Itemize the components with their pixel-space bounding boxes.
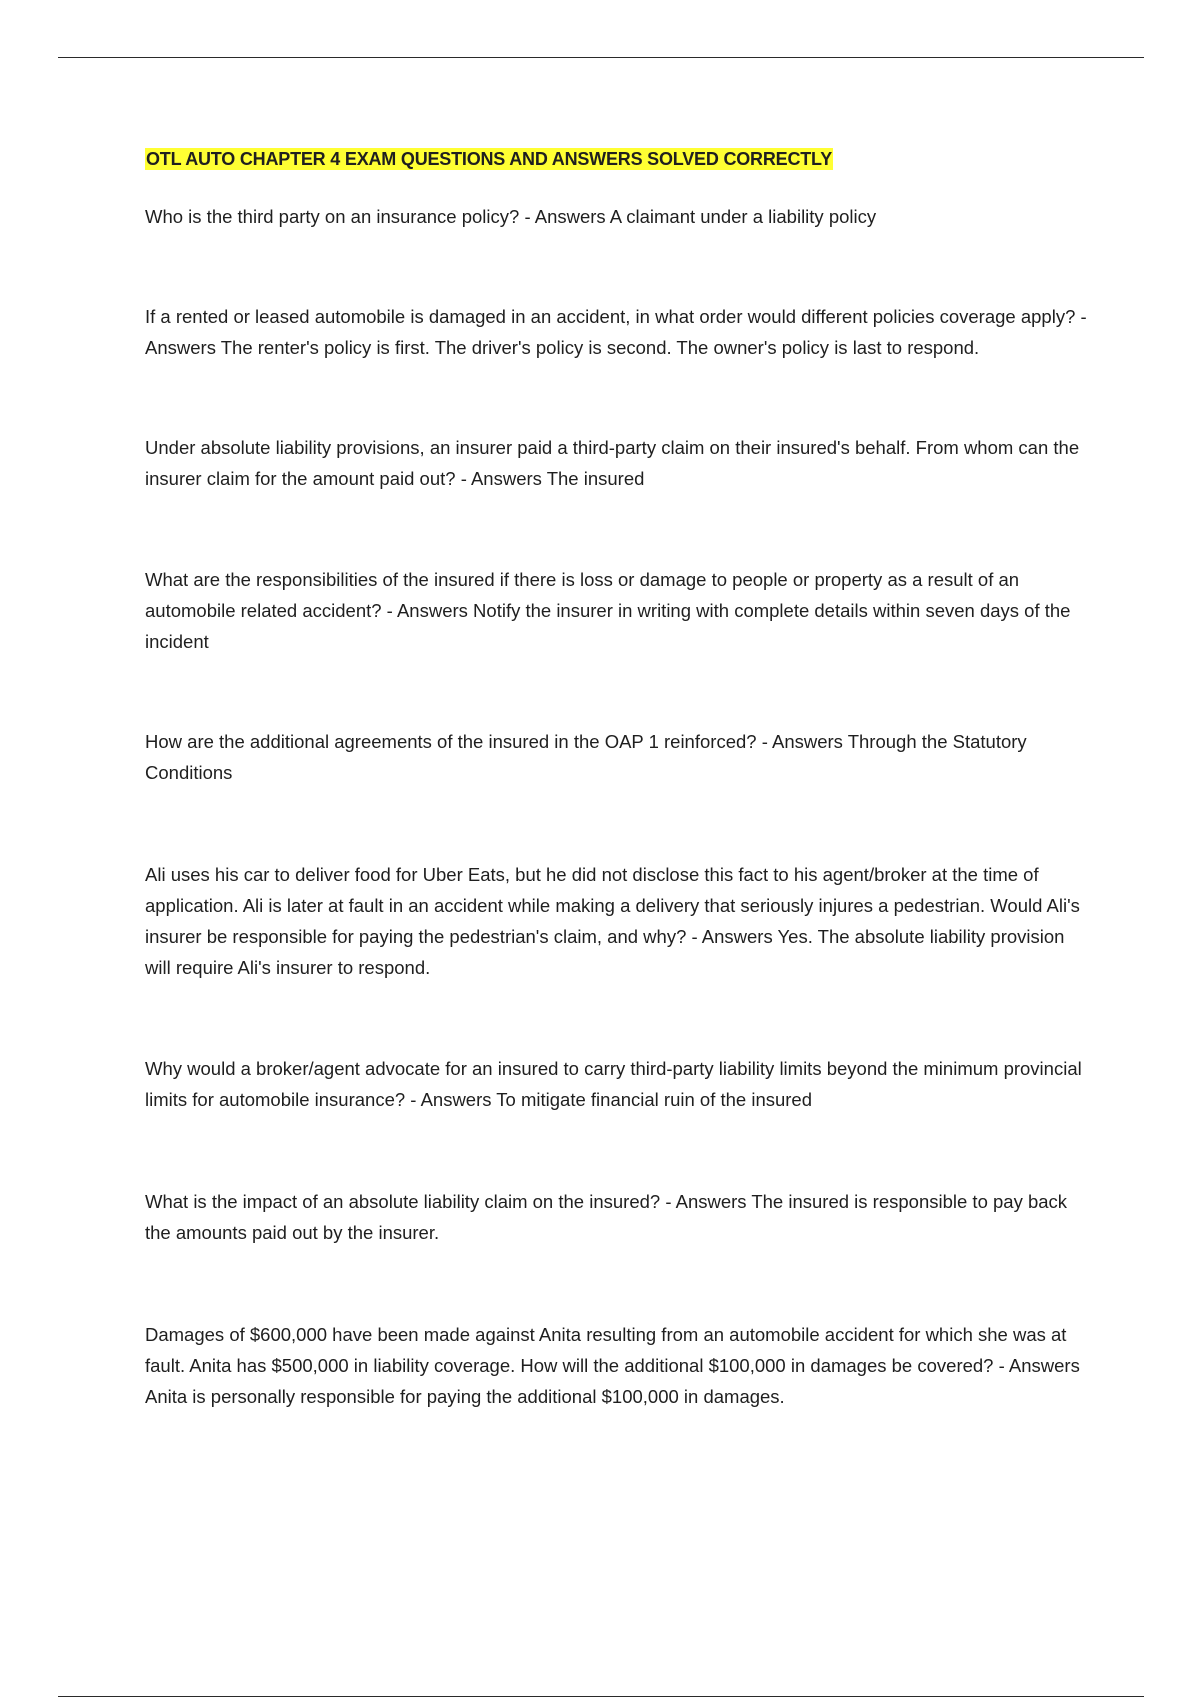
qa-item-1: Who is the third party on an insurance policy? - Answers A claimant under a liability policy: [145, 206, 877, 227]
qa-item-3: Under absolute liability provisions, an insurer paid a third-party claim on their insured's behalf. From whom can the insurer claim for the amount paid out? - Answers The insured: [145, 437, 1080, 489]
document-title: OTL AUTO CHAPTER 4 EXAM QUESTIONS AND ANSWERS SOLVED CORRECTLY: [146, 149, 832, 169]
qa-item-5: How are the additional agreements of the insured in the OAP 1 reinforced? - Answers Through the Statutory Conditions: [145, 731, 1027, 783]
qa-item-8: What is the impact of an absolute liability claim on the insured? - Answers The insured is responsible to pay back the amounts paid out by the insurer.: [145, 1191, 1068, 1243]
qa-item-4: What are the responsibilities of the insured if there is loss or damage to people or property as a result of an automobile related accident? - Answers Notify the insurer in writing with complete details within seven days of the incident: [145, 569, 1071, 652]
qa-item-6: Ali uses his car to deliver food for Uber Eats, but he did not disclose this fact to his agent/broker at the time of application. Ali is later at fault in an accident while making a delivery that seriously injures a pedestrian. Would Ali's insurer be responsible for paying the pedestrian's claim, and why? - Answers Yes. The absolute liability provision will require Ali's insurer to respond.: [145, 864, 1080, 978]
header-rule: [58, 57, 1144, 58]
qa-item-9: Damages of $600,000 have been made against Anita resulting from an automobile accident for which she was at fault. Anita has $500,000 in liability coverage. How will the additional $100,000 in damages be covered? - Answers Anita is personally responsible for paying the additional $100,000 in damages.: [145, 1324, 1080, 1407]
qa-item-7: Why would a broker/agent advocate for an insured to carry third-party liability limits beyond the minimum provincial limits for automobile insurance? - Answers To mitigate financial ruin of the insured: [145, 1058, 1082, 1110]
document-body: [145, 143, 1090, 1412]
footer-rule: [58, 1696, 1144, 1697]
qa-item-2: If a rented or leased automobile is damaged in an accident, in what order would different policies coverage apply? - Answers The renter's policy is first. The driver's policy is second. The owner's policy is last to respond.: [145, 306, 1087, 358]
title-block: [145, 143, 1090, 177]
